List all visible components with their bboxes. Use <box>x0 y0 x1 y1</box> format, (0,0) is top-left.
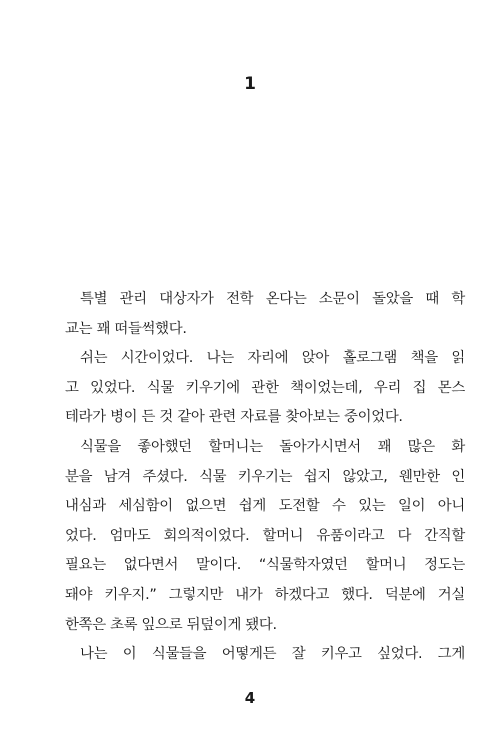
text-line: 필요는 없다면서 말이다. “식물학자였던 할머니 정도는 <box>65 557 465 574</box>
text-line: 교는 꽤 떠들썩했다. <box>65 320 187 337</box>
text-line: 쉬는 시간이었다. 나는 자리에 앉아 홀로그램 책을 읽 <box>80 350 465 367</box>
paragraph-4 <box>65 640 465 670</box>
text-line: 었다. 엄마도 회의적이었다. 할머니 유품이라고 다 간직할 <box>65 527 465 544</box>
chapter-number: 1 <box>244 74 256 94</box>
text-line: 테라가 병이 든 것 같아 관련 자료를 찾아보는 중이었다. <box>65 409 403 426</box>
text-line: 고 있었다. 식물 키우기에 관한 책이었는데, 우리 집 몬스 <box>65 379 465 396</box>
text-line: 특별 관리 대상자가 전학 온다는 소문이 돌았을 때 학 <box>80 291 465 307</box>
text-line: 돼야 키우지.” 그렇지만 내가 하겠다고 했다. 덕분에 거실 <box>65 586 465 603</box>
body-text <box>65 285 465 670</box>
text-line: 나는 이 식물들을 어떻게든 잘 키우고 싶었다. 그게 <box>80 646 465 663</box>
page-number: 4 <box>244 689 256 707</box>
text-line: 한쪽은 초록 잎으로 뒤덮이게 됐다. <box>65 616 277 633</box>
text-line: 분을 남겨 주셨다. 식물 키우기는 쉽지 않았고, 웬만한 인 <box>65 468 465 485</box>
paragraph-1 <box>65 285 465 344</box>
text-line: 식물을 좋아했던 할머니는 돌아가시면서 꽤 많은 화 <box>80 438 465 455</box>
text-line: 내심과 세심함이 없으면 쉽게 도전할 수 있는 일이 아니 <box>65 498 465 515</box>
paragraph-2 <box>65 344 465 433</box>
paragraph-3 <box>65 433 465 640</box>
